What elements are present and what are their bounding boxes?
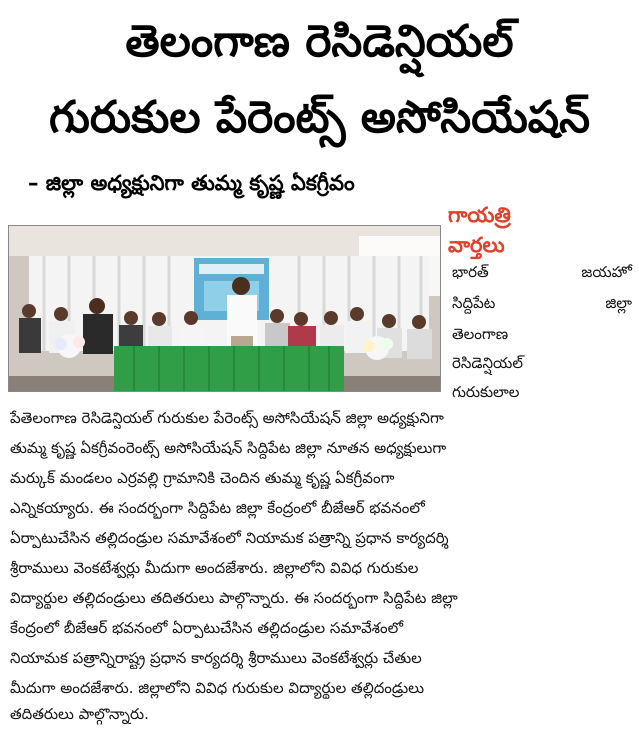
- body-line-3: మర్కుక్ మండలం ఎర్రవల్లి గ్రామానికి చెందిన తుమ్మ కృష్ణ ఏకగ్రీవంగా: [10, 469, 395, 487]
- headline-line-1: తెలంగాణ రెసిడెన్షియల్: [125, 16, 514, 67]
- subheadline: – జిల్లా అధ్యక్షునిగా తుమ్మ కృష్ణ ఏకగ్రీవం: [28, 171, 355, 195]
- event-photo: [8, 225, 441, 392]
- source-label: [448, 200, 598, 260]
- body-line-6: శ్రీరాములు వెంకటేశ్వర్లు మీదుగా అందజేశారు. జిల్లాలోని వివిధ గురుకుల: [10, 559, 419, 577]
- column-text-line-2: [452, 293, 632, 313]
- body-line-7: విద్యార్థుల తల్లిదండ్రులు తదితరులు పాల్గొన్నారు. ఈ సందర్భంగా సిద్దిపేట జిల్లా: [10, 589, 458, 607]
- column-text-line-5: గురుకులాల: [452, 383, 520, 401]
- body-line-5: ఏర్పాటుచేసిన తల్లిదండ్రుల సమావేశంలో నియామక పత్రాన్ని ప్రధాన కార్యదర్శి: [10, 529, 449, 547]
- body-line-8: కేంద్రంలో బీజేఆర్ భవనంలో ఏర్పాటుచేసిన తల్లిదండ్రుల సమావేశంలో: [10, 619, 404, 637]
- source-label-line-2: వార్తలు: [448, 233, 505, 257]
- column-text-line-1: [452, 262, 632, 282]
- column-word: సిద్దిపేట: [452, 294, 496, 312]
- column-word: జయహో: [581, 263, 632, 281]
- body-line-10: మీదుగా అందజేశారు. జిల్లాలోని వివిధ గురుకుల విద్యార్థుల తల్లిదండ్రులు: [10, 679, 425, 697]
- body-line-11: తదితరులు పాల్గొన్నారు.: [10, 705, 149, 723]
- column-text-line-4: రెసిడెన్షియల్: [452, 354, 523, 372]
- column-word: జిల్లా: [605, 294, 632, 312]
- column-word: భారత్: [452, 263, 489, 281]
- body-line-1: పేతెలంగాణ రెసిడెన్షియల్ గురుకుల పేరెంట్స్ అసోసియేషన్ జిల్లా అధ్యక్షునిగా: [10, 409, 444, 427]
- source-label-line-1: గాయత్రి: [448, 203, 511, 227]
- body-line-4: ఎన్నికయ్యారు. ఈ సందర్భంగా సిద్దిపేట జిల్లా కేంద్రంలో బీజేఆర్ భవనంలో: [10, 499, 425, 517]
- column-text-line-3: తెలంగాణ: [452, 325, 509, 343]
- event-photo-illustration: [9, 226, 440, 391]
- body-line-9: నియామక పత్రాన్నిరాష్ట్ర ప్రధాన కార్యదర్శి శ్రీరాములు వెంకటేశ్వర్లు చేతుల: [10, 649, 422, 667]
- body-line-2: తుమ్మ కృష్ణ ఏకగ్రీవంరెంట్స్ అసోసియేషన్ సిద్దిపేట జిల్లా నూతన అధ్యక్షులుగా: [10, 439, 447, 457]
- headline-line-2: గురుకుల పేరెంట్స్ అసోసియేషన్: [48, 92, 591, 143]
